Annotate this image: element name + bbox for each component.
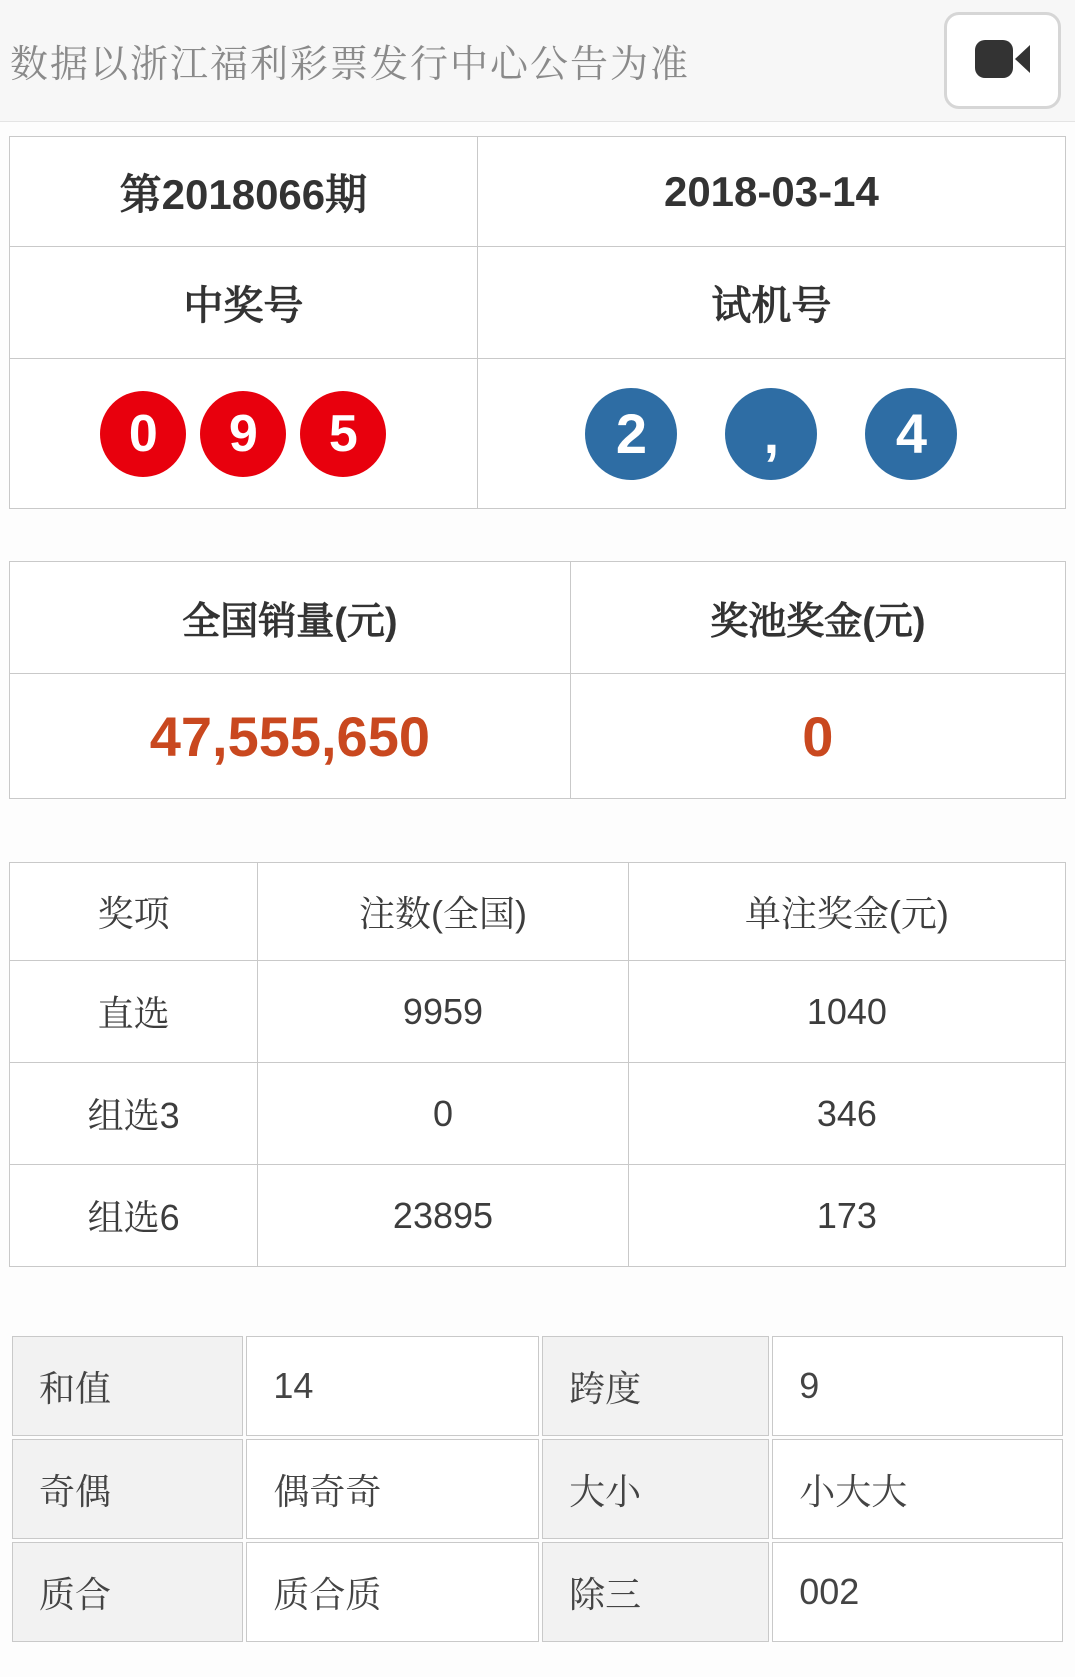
test-ball: 4 bbox=[865, 388, 957, 480]
disclaimer-text: 数据以浙江福利彩票发行中心公告为准 bbox=[10, 44, 691, 86]
jackpot-label: 奖池奖金(元) bbox=[570, 562, 1065, 674]
results-content bbox=[0, 122, 1075, 1645]
stat-value: 小大大 bbox=[772, 1439, 1063, 1539]
amount-col-header: 单注奖金(元) bbox=[628, 863, 1065, 961]
winning-balls bbox=[11, 391, 476, 477]
prize-bets: 23895 bbox=[258, 1165, 629, 1267]
table-row bbox=[12, 1439, 1063, 1539]
winning-numbers-cell bbox=[10, 359, 478, 509]
disclaimer-bar bbox=[0, 0, 1075, 122]
sales-table bbox=[9, 561, 1066, 799]
stat-label: 跨度 bbox=[542, 1336, 769, 1436]
stat-label: 质合 bbox=[12, 1542, 243, 1642]
stat-value: 002 bbox=[772, 1542, 1063, 1642]
table-row bbox=[12, 1336, 1063, 1436]
prize-col-header: 奖项 bbox=[10, 863, 258, 961]
winning-number-label: 中奖号 bbox=[10, 247, 478, 359]
table-row bbox=[10, 137, 1066, 247]
table-row bbox=[10, 562, 1066, 674]
prize-bets: 0 bbox=[258, 1063, 629, 1165]
prize-table bbox=[9, 862, 1066, 1267]
bets-col-header: 注数(全国) bbox=[258, 863, 629, 961]
stat-value: 偶奇奇 bbox=[246, 1439, 539, 1539]
test-ball: 2 bbox=[585, 388, 677, 480]
test-balls bbox=[479, 388, 1064, 480]
stat-label: 奇偶 bbox=[12, 1439, 243, 1539]
national-sales-value: 47,555,650 bbox=[10, 674, 571, 799]
stat-label: 大小 bbox=[542, 1439, 769, 1539]
draw-period: 第2018066期 bbox=[10, 137, 478, 247]
prize-amount: 1040 bbox=[628, 961, 1065, 1063]
table-row bbox=[10, 359, 1066, 509]
video-button[interactable] bbox=[944, 12, 1061, 109]
stat-value: 14 bbox=[246, 1336, 539, 1436]
prize-name: 组选3 bbox=[10, 1063, 258, 1165]
winning-ball: 9 bbox=[200, 391, 286, 477]
prize-table-header bbox=[10, 863, 1066, 961]
stat-label: 和值 bbox=[12, 1336, 243, 1436]
table-row bbox=[10, 247, 1066, 359]
table-row bbox=[10, 674, 1066, 799]
draw-date: 2018-03-14 bbox=[477, 137, 1065, 247]
video-camera-icon bbox=[974, 37, 1032, 84]
test-number-label: 试机号 bbox=[477, 247, 1065, 359]
prize-bets: 9959 bbox=[258, 961, 629, 1063]
table-row bbox=[10, 961, 1066, 1063]
test-ball: , bbox=[725, 388, 817, 480]
stat-label: 除三 bbox=[542, 1542, 769, 1642]
national-sales-label: 全国销量(元) bbox=[10, 562, 571, 674]
prize-name: 组选6 bbox=[10, 1165, 258, 1267]
prize-amount: 173 bbox=[628, 1165, 1065, 1267]
test-numbers-cell bbox=[477, 359, 1065, 509]
draw-info-table bbox=[9, 136, 1066, 509]
prize-amount: 346 bbox=[628, 1063, 1065, 1165]
stat-value: 9 bbox=[772, 1336, 1063, 1436]
stats-table bbox=[9, 1333, 1066, 1645]
table-row bbox=[12, 1542, 1063, 1642]
table-row bbox=[10, 1063, 1066, 1165]
winning-ball: 0 bbox=[100, 391, 186, 477]
table-row bbox=[10, 1165, 1066, 1267]
prize-name: 直选 bbox=[10, 961, 258, 1063]
winning-ball: 5 bbox=[300, 391, 386, 477]
jackpot-value: 0 bbox=[570, 674, 1065, 799]
stat-value: 质合质 bbox=[246, 1542, 539, 1642]
